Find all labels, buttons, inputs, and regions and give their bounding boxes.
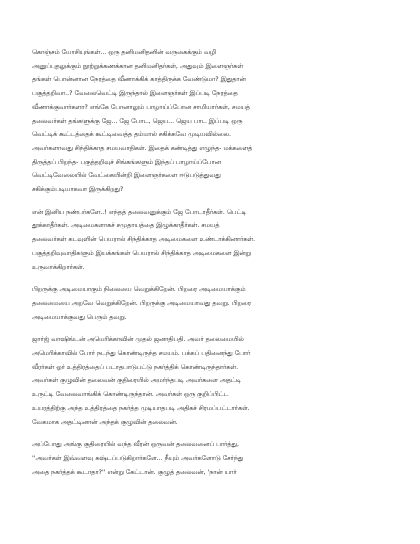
text-line: சகிக்கும்படியாகவா இருக்கிறது? [32, 186, 124, 194]
text-line: ஜார்ஜ் வாஷிங்டன் அமெரிக்காவின் முதல் ஜனாதிபதி. அவர் தலைமையில் [32, 336, 244, 344]
text-line: அவர்கள் குழுவின் தலைவன் குதிரையில் அமர்ந்தபடி அவர்களை அதட்டி [32, 377, 241, 385]
text-line: வீரர்கள் ஓர் உத்திரத்தைப் படாதபாடுபட்டு நகர்த்திக் கொண்டிருந்தார்கள். [32, 363, 239, 371]
text-line: வெட்டிக் கூட்டத்தைக் கூட்டிவைத்த தம்மால் சகிக்கவே முடியவில்லை. [32, 131, 231, 139]
text-line: கொஞ்சம் யோசியுங்கள்... ஒரு தனிமனிதனின் வருகைக்கும் வழி [32, 49, 217, 56]
text-line: பகுத்தறிவுவாதிகளும் இயக்கங்கள் பெயரால் சிந்திக்காத அடிமைகளை இன்று [32, 249, 251, 257]
text-line: அவர்களாவது சிந்திக்காத சமயவாதிகள். இதைக் கண்டித்து எழுந்த- மக்களைத் [32, 144, 253, 152]
text-line: அதை நகர்த்தக் கூடாதா?'' என்று கேட்டான். குழுத் தலைவன், 'நான் யார் [32, 468, 237, 476]
text-line: திருத்தப் பிறந்த- பகுத்தறிவுச் சிங்கங்களும் இந்தப் பாழாய்ப்போன [32, 158, 221, 166]
text-line: தங்கள் பொன்னான நேரத்தை வீணாக்கிக் காத்திருக்க வேண்டுமா? இதுதான் [32, 76, 246, 84]
paragraph-2 [32, 206, 388, 275]
text-line: உருட்டி வேலைவாங்கிக் கொண்டிருந்தான். அவர்கள் ஒரு குறிப்பிட்ட [32, 391, 229, 399]
text-line: தலைமையை அறவே வெறுக்கிறேன். பிறருக்கு அடிமையாவது தவறு. பிறரை [32, 299, 252, 307]
text-line: என் இனிய நண்பர்களே..! எந்தத் தலைவனுக்கும் ஜே போடாதீர்கள். பெட்டி [32, 208, 247, 216]
text-line: அடிமையாக்குவது பெரும் தவறு. [32, 313, 127, 321]
text-line: அப்போது அங்கு குதிரையில் வந்த வீரன் ஒருவன் தலைவனைப் பார்த்து, [32, 441, 239, 449]
text-line: பிறருக்கு அடிமையாகும் நிலையை வெறுக்கிறேன். பிறரை அடிமையாக்கும் [32, 286, 246, 294]
text-line: உயரத்திற்கு அந்த உத்திரத்தை நகர்த்த முடியாதபடி அதிகச் சிரமப்பட்டார்கள். [32, 404, 250, 412]
text-line: வேகமாக அதட்டினான் அந்தக் குழுவின் தலைவன். [32, 418, 178, 426]
text-line: பகுத்தறிவா..? வேலைவெட்டி இருந்தால் இளைஞர்கள் இப்படி நேரத்தை [32, 90, 238, 98]
document-page [32, 46, 388, 488]
text-line: தலைவர்கள் தங்களுக்கு ஜே... ஜே போட, ஜெய... ஜெய பாட இப்படி ஒரு [32, 117, 243, 125]
text-line: உருவாக்கிறார்கள். [32, 263, 85, 271]
paragraph-5 [32, 438, 388, 479]
text-line: அனுப்புதலுக்கும் நூற்றுக்கணக்கான தனிமனிதர்கள், அதுவும் இளைஞர்கள் [32, 62, 244, 70]
text-line: தூக்காதீர்கள். அடிமைகளாகச் சமுதாயத்தை இழுக்காதீர்கள். சமயத் [32, 222, 220, 230]
text-line: அமெரிக்காவில் போர் நடந்து கொண்டிருந்த சமயம். பக்கப் பதினைந்து போர் [32, 350, 251, 358]
text-line: தலைவர்கள் கடவுளின் பெயரால் சிந்திக்காத அடிமைகளை உண்டாக்கினார்கள். [32, 236, 256, 244]
paragraph-4 [32, 333, 388, 429]
text-line: வெட்டிவேலையில் வேட்கையின்றி இளைஞர்களை ஈடுபடுத்துவது [32, 172, 221, 180]
paragraph-1 [32, 46, 388, 197]
text-line: வீணாக்குவார்களா? எங்கே போனாலும் பாழாய்ப்போன சாமியார்கள், சமயத் [32, 103, 250, 111]
text-line: ''அவர்கள் இவ்வளவு கஷ்டப்படுகிறார்களே... நீயும் அவர்களோடு சேர்ந்து [32, 454, 244, 462]
paragraph-3 [32, 283, 388, 324]
